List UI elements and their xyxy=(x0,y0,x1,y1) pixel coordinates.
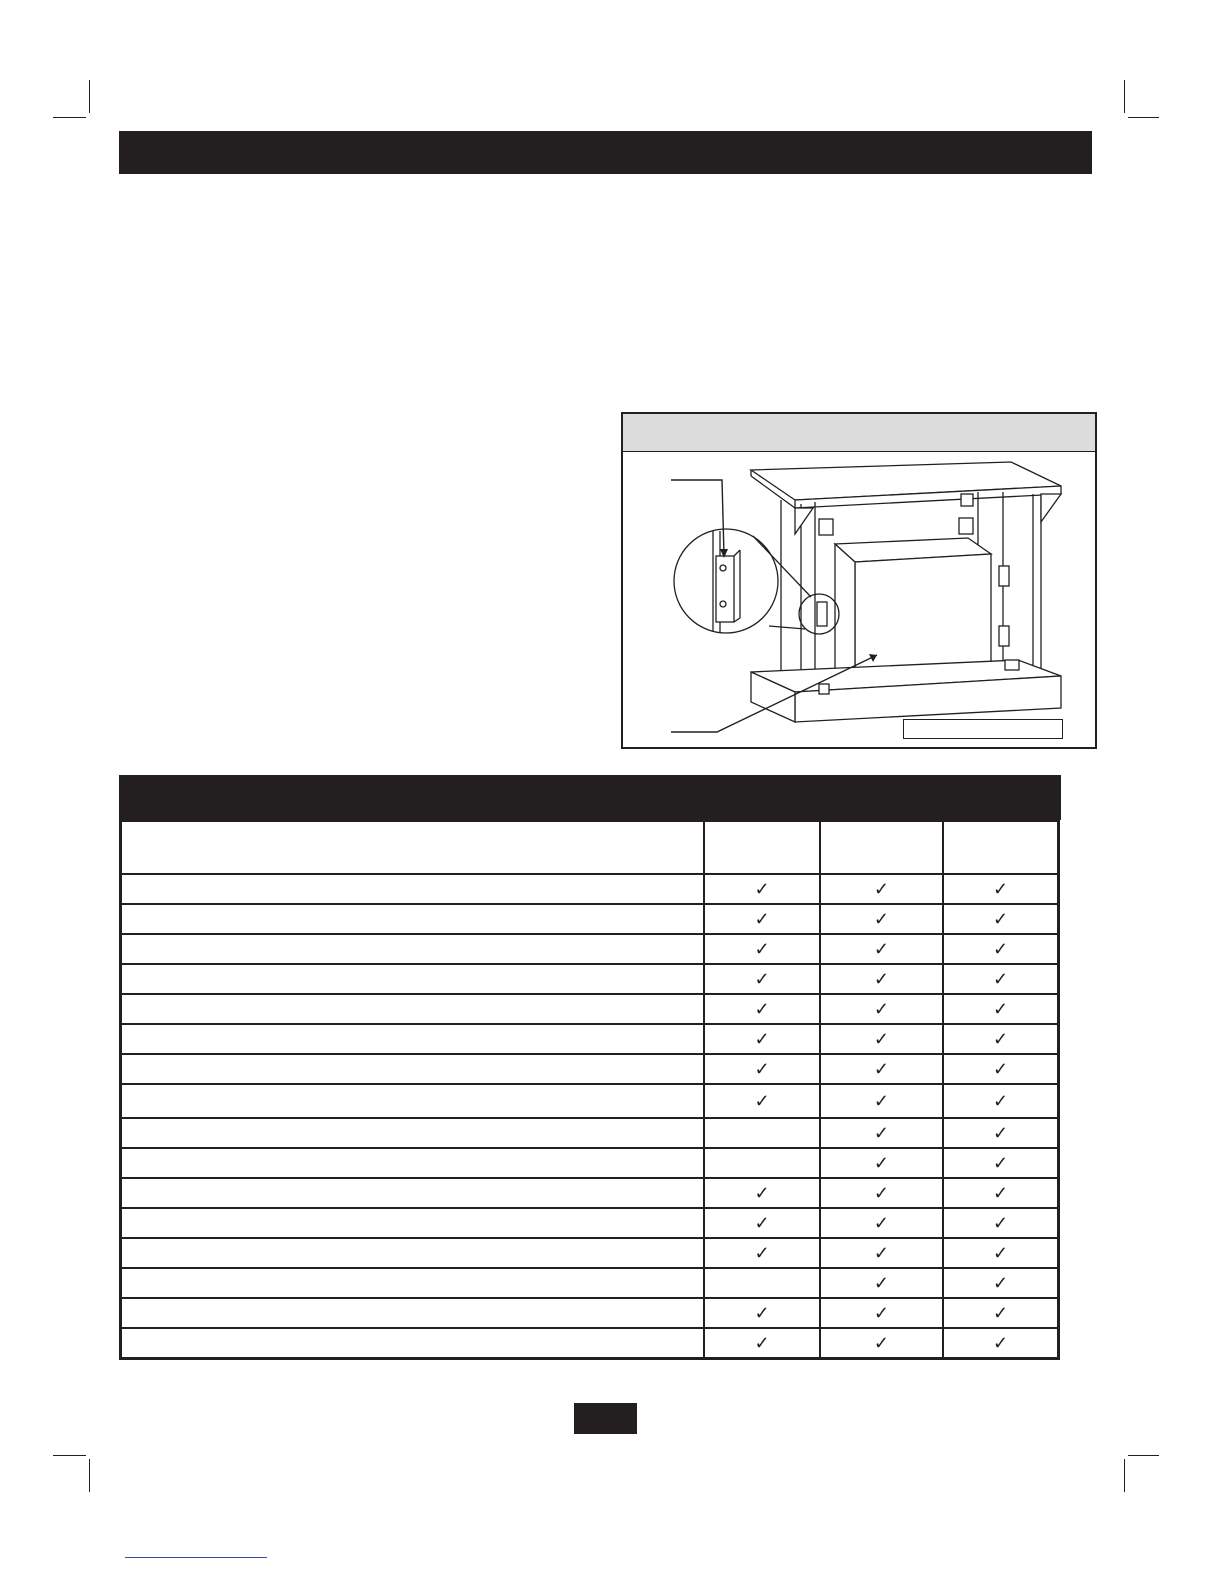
table-row xyxy=(121,934,1059,964)
table-row xyxy=(121,1054,1059,1084)
check-mark-icon: ✓ xyxy=(993,1028,1009,1049)
check-cell xyxy=(820,1328,943,1359)
check-cell xyxy=(704,1148,819,1178)
section-header-bar xyxy=(119,131,1092,174)
check-mark-icon: ✓ xyxy=(993,1242,1009,1263)
table-row xyxy=(121,1208,1059,1238)
feature-cell xyxy=(121,964,705,994)
crop-mark xyxy=(53,1455,86,1456)
check-cell xyxy=(820,1208,943,1238)
check-cell xyxy=(943,1118,1058,1148)
figure-panel xyxy=(621,412,1097,749)
check-cell xyxy=(704,964,819,994)
check-mark-icon: ✓ xyxy=(873,1302,889,1323)
feature-table-section xyxy=(119,775,1061,1365)
check-mark-icon: ✓ xyxy=(993,998,1009,1019)
check-mark-icon: ✓ xyxy=(993,938,1009,959)
feature-cell xyxy=(121,1268,705,1298)
table-row xyxy=(121,964,1059,994)
feature-cell xyxy=(121,934,705,964)
check-mark-icon: ✓ xyxy=(873,1182,889,1203)
page-number-box xyxy=(574,1403,637,1434)
check-mark-icon: ✓ xyxy=(993,1090,1009,1111)
check-mark-icon: ✓ xyxy=(993,908,1009,929)
crop-mark xyxy=(53,117,86,118)
feature-cell xyxy=(121,1148,705,1178)
feature-cell xyxy=(121,1024,705,1054)
check-mark-icon: ✓ xyxy=(754,968,770,989)
check-mark-icon: ✓ xyxy=(873,1152,889,1173)
check-cell xyxy=(820,1084,943,1118)
table-row xyxy=(121,1238,1059,1268)
check-cell xyxy=(820,904,943,934)
column-header xyxy=(820,821,943,875)
check-cell xyxy=(943,1178,1058,1208)
footer-link[interactable] xyxy=(125,1557,267,1558)
feature-cell xyxy=(121,1328,705,1359)
column-header xyxy=(121,821,705,875)
check-mark-icon: ✓ xyxy=(873,1212,889,1233)
check-cell xyxy=(704,1024,819,1054)
check-cell xyxy=(943,904,1058,934)
check-cell xyxy=(943,1054,1058,1084)
check-mark-icon: ✓ xyxy=(873,938,889,959)
check-mark-icon: ✓ xyxy=(873,1332,889,1353)
check-cell xyxy=(943,874,1058,904)
table-row xyxy=(121,1118,1059,1148)
check-cell xyxy=(704,1178,819,1208)
check-mark-icon: ✓ xyxy=(754,1302,770,1323)
feature-matrix-table xyxy=(119,819,1060,1360)
check-cell xyxy=(943,1328,1058,1359)
crop-mark xyxy=(1124,80,1125,113)
check-cell xyxy=(943,1298,1058,1328)
check-mark-icon: ✓ xyxy=(873,1122,889,1143)
check-mark-icon: ✓ xyxy=(993,1332,1009,1353)
check-mark-icon: ✓ xyxy=(754,1028,770,1049)
check-cell xyxy=(943,1238,1058,1268)
check-cell xyxy=(820,934,943,964)
feature-cell xyxy=(121,1298,705,1328)
table-row xyxy=(121,1178,1059,1208)
table-row xyxy=(121,994,1059,1024)
table-header-bar xyxy=(119,775,1061,820)
check-mark-icon: ✓ xyxy=(873,968,889,989)
check-cell xyxy=(704,1328,819,1359)
check-mark-icon: ✓ xyxy=(754,1242,770,1263)
crop-mark xyxy=(1128,1455,1159,1456)
table-row xyxy=(121,1084,1059,1118)
check-cell xyxy=(943,1268,1058,1298)
check-cell xyxy=(943,934,1058,964)
check-mark-icon: ✓ xyxy=(993,968,1009,989)
check-mark-icon: ✓ xyxy=(754,1058,770,1079)
check-cell xyxy=(820,1178,943,1208)
check-cell xyxy=(820,874,943,904)
feature-cell xyxy=(121,1054,705,1084)
table-row xyxy=(121,1148,1059,1178)
table-header-row xyxy=(121,821,1059,875)
feature-cell xyxy=(121,904,705,934)
check-mark-icon: ✓ xyxy=(993,1152,1009,1173)
check-mark-icon: ✓ xyxy=(754,908,770,929)
check-mark-icon: ✓ xyxy=(873,998,889,1019)
check-cell xyxy=(943,1024,1058,1054)
check-mark-icon: ✓ xyxy=(754,1212,770,1233)
table-row xyxy=(121,1268,1059,1298)
check-mark-icon: ✓ xyxy=(993,1302,1009,1323)
check-cell xyxy=(704,1118,819,1148)
feature-cell xyxy=(121,874,705,904)
check-cell xyxy=(943,964,1058,994)
check-mark-icon: ✓ xyxy=(873,1090,889,1111)
feature-cell xyxy=(121,1238,705,1268)
feature-cell xyxy=(121,1208,705,1238)
feature-cell xyxy=(121,1118,705,1148)
check-cell xyxy=(704,1238,819,1268)
check-mark-icon: ✓ xyxy=(993,1212,1009,1233)
table-row xyxy=(121,874,1059,904)
check-mark-icon: ✓ xyxy=(873,1058,889,1079)
table-row xyxy=(121,1328,1059,1359)
check-cell xyxy=(820,1054,943,1084)
check-cell xyxy=(704,904,819,934)
column-header xyxy=(943,821,1058,875)
check-cell xyxy=(820,1024,943,1054)
table-row xyxy=(121,1024,1059,1054)
check-mark-icon: ✓ xyxy=(754,1182,770,1203)
crop-mark xyxy=(89,1459,90,1492)
table-row xyxy=(121,904,1059,934)
check-mark-icon: ✓ xyxy=(993,1182,1009,1203)
check-cell xyxy=(820,1148,943,1178)
check-cell xyxy=(943,1084,1058,1118)
check-cell xyxy=(820,1238,943,1268)
check-cell xyxy=(704,1298,819,1328)
check-cell xyxy=(943,1148,1058,1178)
check-mark-icon: ✓ xyxy=(754,1332,770,1353)
table-body xyxy=(121,874,1059,1359)
rack-installation-illustration xyxy=(623,414,1094,746)
check-cell xyxy=(704,994,819,1024)
feature-cell xyxy=(121,994,705,1024)
check-cell xyxy=(943,994,1058,1024)
table-row xyxy=(121,1298,1059,1328)
check-mark-icon: ✓ xyxy=(754,878,770,899)
check-mark-icon: ✓ xyxy=(993,1122,1009,1143)
crop-mark xyxy=(1124,1459,1125,1492)
check-cell xyxy=(704,1208,819,1238)
column-header xyxy=(704,821,819,875)
check-mark-icon: ✓ xyxy=(993,1058,1009,1079)
check-cell xyxy=(704,1084,819,1118)
check-mark-icon: ✓ xyxy=(873,908,889,929)
check-mark-icon: ✓ xyxy=(754,1090,770,1111)
check-cell xyxy=(704,874,819,904)
check-mark-icon: ✓ xyxy=(873,878,889,899)
check-mark-icon: ✓ xyxy=(873,1242,889,1263)
check-mark-icon: ✓ xyxy=(993,878,1009,899)
check-cell xyxy=(943,1208,1058,1238)
check-mark-icon: ✓ xyxy=(754,938,770,959)
check-mark-icon: ✓ xyxy=(993,1272,1009,1293)
feature-cell xyxy=(121,1178,705,1208)
check-mark-icon: ✓ xyxy=(873,1028,889,1049)
check-cell xyxy=(820,994,943,1024)
check-cell xyxy=(820,964,943,994)
check-cell xyxy=(704,1054,819,1084)
check-cell xyxy=(704,1268,819,1298)
feature-cell xyxy=(121,1084,705,1118)
check-mark-icon: ✓ xyxy=(873,1272,889,1293)
crop-mark xyxy=(1128,117,1159,118)
check-mark-icon: ✓ xyxy=(754,998,770,1019)
check-cell xyxy=(820,1118,943,1148)
check-cell xyxy=(820,1268,943,1298)
check-cell xyxy=(704,934,819,964)
crop-mark xyxy=(89,80,90,113)
check-cell xyxy=(820,1298,943,1328)
figure-caption-box xyxy=(903,719,1063,739)
